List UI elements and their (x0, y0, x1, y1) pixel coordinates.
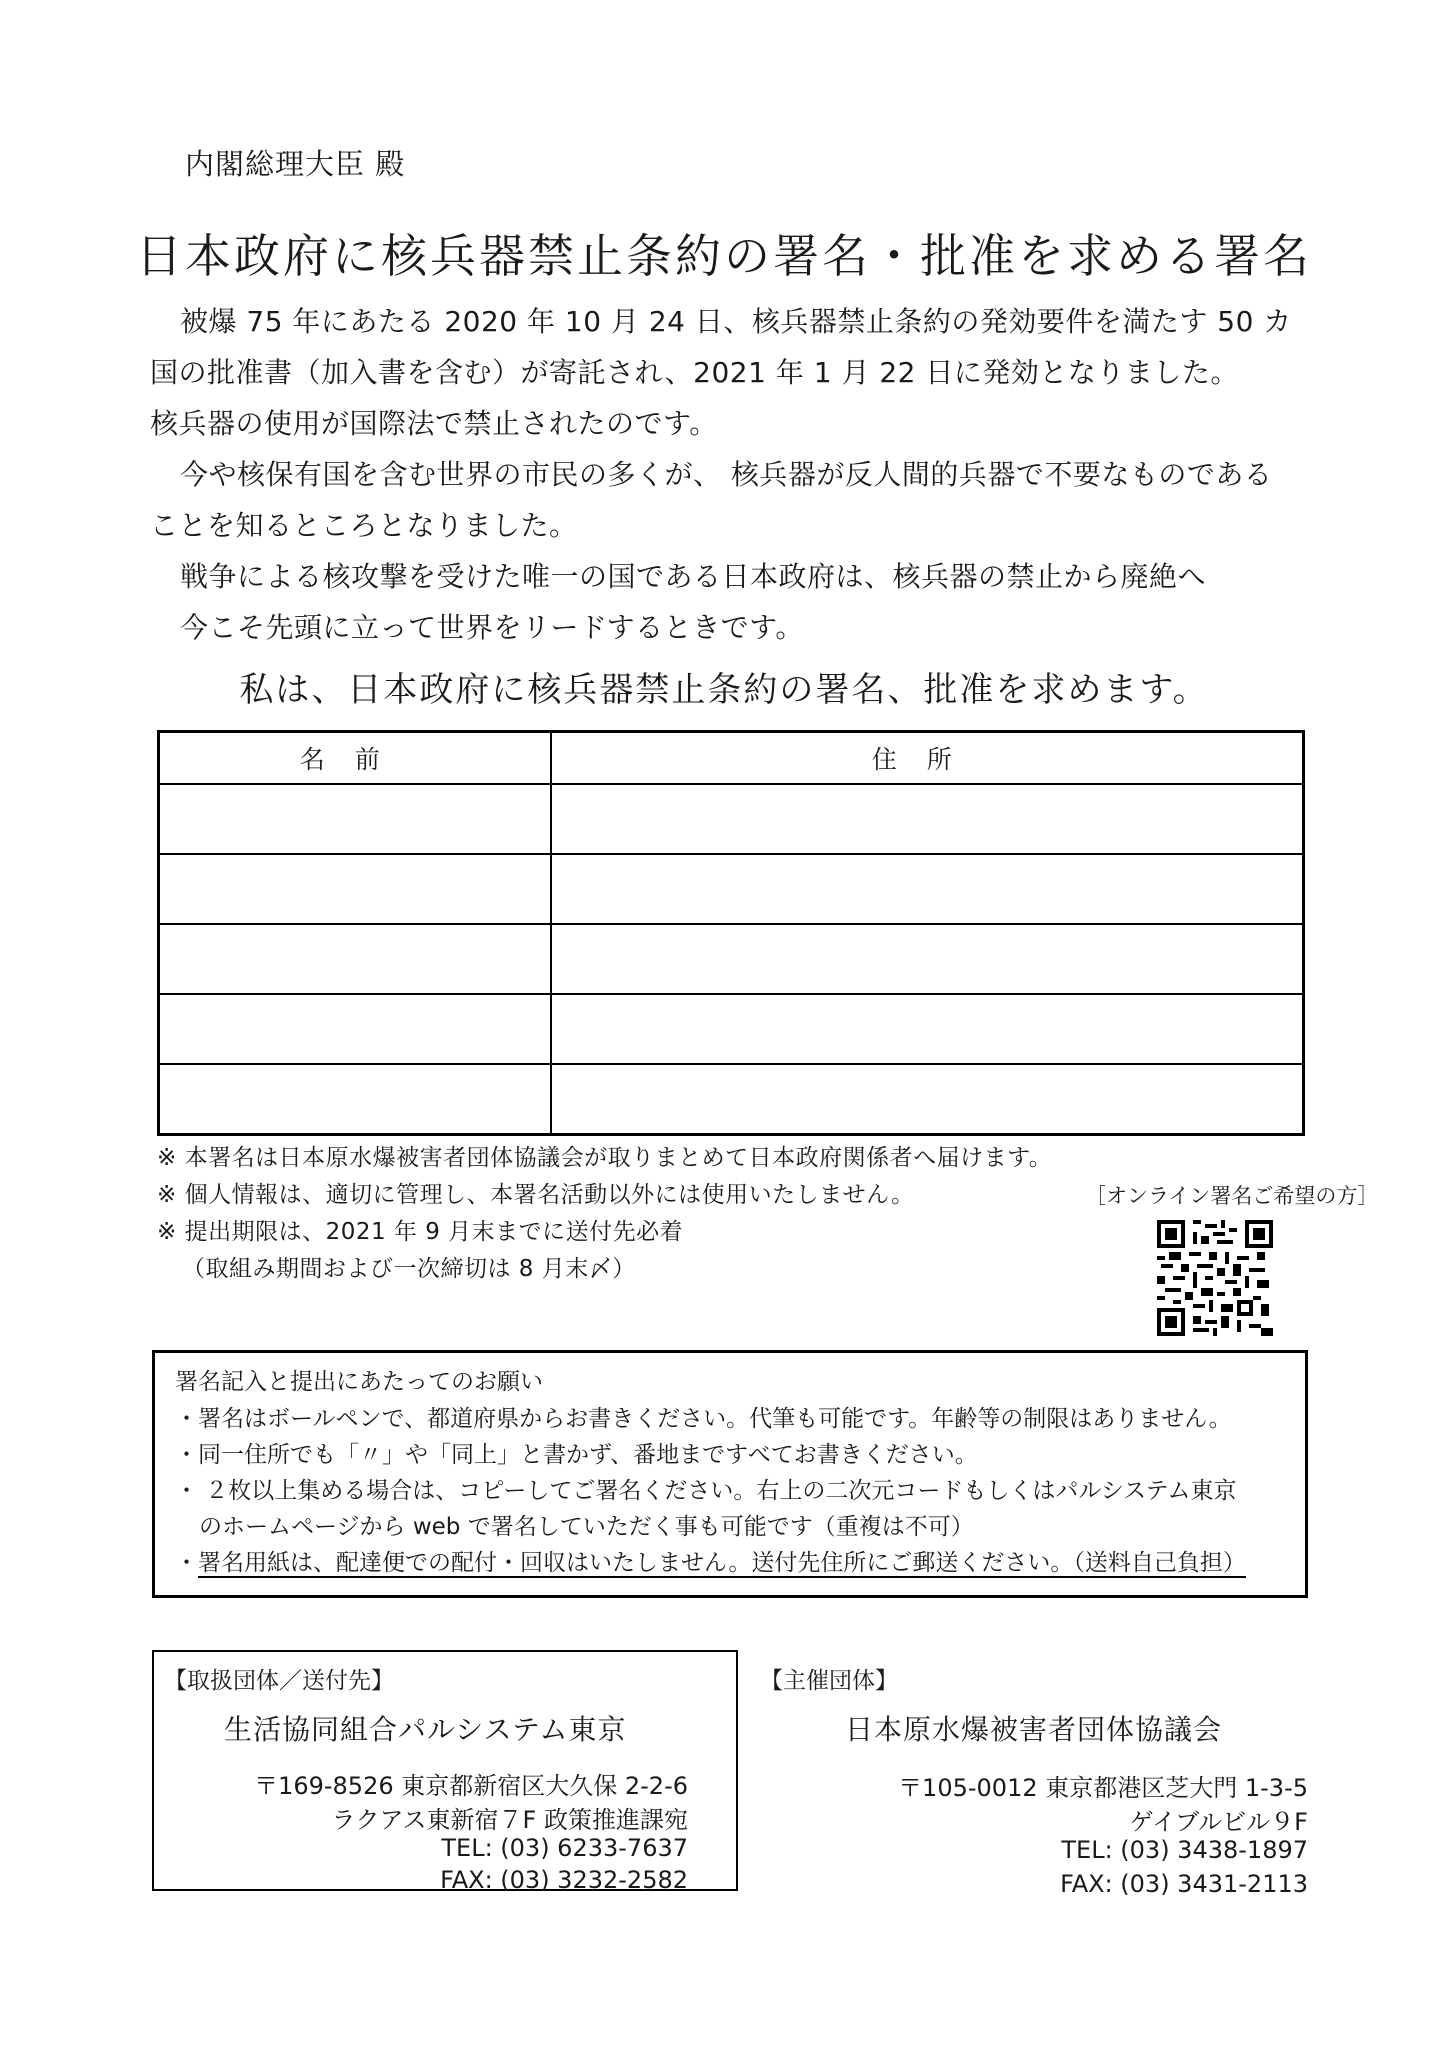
request-item-copy: ・ ２枚以上集める場合は、コピーしてご署名ください。右上の二次元コードもしくはパルシステム東京 (175, 1478, 1237, 1504)
address-field[interactable] (551, 784, 1304, 854)
request-item-web: のホームページから web で署名していただく事も可能です（重複は不可） (199, 1514, 974, 1540)
page-title: 日本政府に核兵器禁止条約の署名・批准を求める署名 (136, 229, 1312, 283)
address-field[interactable] (551, 994, 1304, 1064)
address-field[interactable] (551, 854, 1304, 924)
signature-row (159, 994, 1304, 1064)
organizer-address-1: 〒105-0012 東京都港区芝大門 1-3-5 (898, 1774, 1308, 1802)
body-line-4: 今や核保有国を含む世界の市民の多くが、 核兵器が反人間的兵器で不要なものである (180, 458, 1273, 491)
request-item-mail-text: 署名用紙は、配達便での配付・回収はいたしません。送付先住所にご郵送ください。（送料自己負担） (198, 1550, 1246, 1576)
handler-box (152, 1650, 738, 1894)
name-column-header: 名前 (159, 732, 551, 785)
note-privacy: ※ 個人情報は、適切に管理し、本署名活動以外には使用いたしません。 (157, 1182, 915, 1208)
signature-row (159, 854, 1304, 924)
name-field[interactable] (159, 784, 551, 854)
handler-fax: FAX: (03) 3232-2582 (440, 1866, 688, 1894)
body-line-5: ことを知るところとなりました。 (150, 509, 578, 542)
organizer-address-2: ゲイブルビル９F (1129, 1808, 1308, 1836)
body-line-7: 今こそ先頭に立って世界をリードするときです。 (180, 611, 804, 644)
organizer-name: 日本原水爆被害者団体協議会 (845, 1713, 1223, 1746)
handler-label: 【取扱団体／送付先】 (164, 1668, 394, 1694)
body-line-6: 戦争による核攻撃を受けた唯一の国である日本政府は、核兵器の禁止から廃絶へ (180, 560, 1207, 593)
handler-name: 生活協同組合パルシステム東京 (224, 1713, 627, 1746)
name-field[interactable] (159, 994, 551, 1064)
organizer-tel: TEL: (03) 3438-1897 (1061, 1836, 1308, 1864)
address-field[interactable] (551, 1064, 1304, 1135)
name-field[interactable] (159, 1064, 551, 1135)
address-column-header: 住所 (551, 732, 1304, 785)
request-box (152, 1350, 1308, 1598)
body-line-3: 核兵器の使用が国際法で禁止されたのです。 (150, 407, 718, 440)
organizer-label: 【主催団体】 (760, 1668, 898, 1694)
request-item-pen: ・署名はボールペンで、都道府県からお書きください。代筆も可能です。年齢等の制限はありません。 (175, 1406, 1232, 1432)
name-field[interactable] (159, 854, 551, 924)
note-deadline: ※ 提出期限は、2021 年 9 月末までに送付先必着 (157, 1219, 684, 1245)
handler-address-2: ラクアス東新宿７F 政策推進課宛 (331, 1806, 688, 1834)
pledge-statement: 私は、日本政府に核兵器禁止条約の署名、批准を求めます。 (239, 670, 1209, 710)
addressee: 内閣総理大臣 殿 (185, 147, 406, 181)
handler-tel: TEL: (03) 6233-7637 (441, 1834, 688, 1862)
note-delivery: ※ 本署名は日本原水爆被害者団体協議会が取りまとめて日本政府関係者へ届けます。 (157, 1145, 1053, 1171)
body-line-1: 被爆 75 年にあたる 2020 年 10 月 24 日、核兵器禁止条約の発効要件を満たす 50 カ (180, 305, 1292, 338)
request-item-mail: ・署名用紙は、配達便での配付・回収はいたしません。送付先住所にご郵送ください。（送料自己負担） (175, 1550, 1246, 1576)
online-signature-label: ［オンライン署名ご希望の方］ (1085, 1184, 1379, 1208)
qr-code[interactable] (1157, 1220, 1273, 1336)
handler-address-1: 〒169-8526 東京都新宿区大久保 2-2-6 (254, 1772, 688, 1800)
signature-row (159, 784, 1304, 854)
signature-row (159, 924, 1304, 994)
signature-row (159, 1064, 1304, 1135)
signature-table (157, 730, 1305, 1136)
address-field[interactable] (551, 924, 1304, 994)
organizer-fax: FAX: (03) 3431-2113 (1060, 1870, 1308, 1898)
body-line-2: 国の批准書（加入書を含む）が寄託され、2021 年 1 月 22 日に発効となりました。 (150, 356, 1239, 389)
note-period: （取組み期間および一次締切は 8 月末〆） (182, 1256, 636, 1282)
name-field[interactable] (159, 924, 551, 994)
request-item-address: ・同一住所でも「〃」や「同上」と書かず、番地まですべてお書きください。 (175, 1442, 978, 1468)
request-title: 署名記入と提出にあたってのお願い (175, 1369, 543, 1395)
